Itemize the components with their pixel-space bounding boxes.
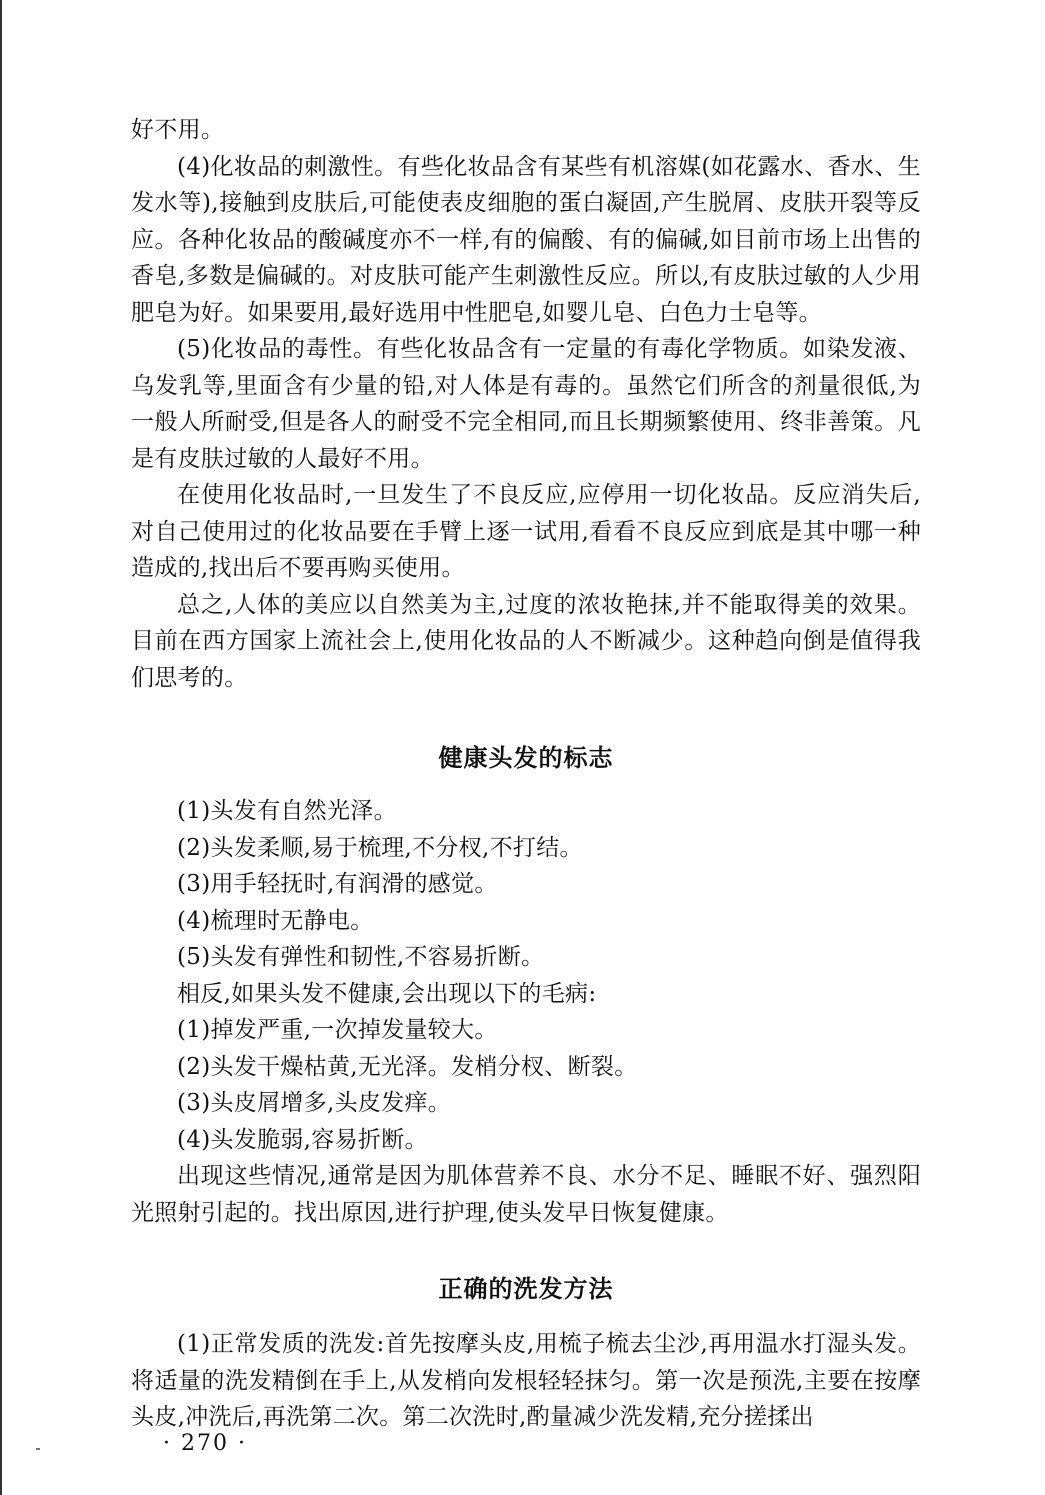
page-edge	[0, 0, 2, 1495]
paragraph-adverse-reaction: 在使用化妆品时,一旦发生了不良反应,应停用一切化妆品。反应消失后,对自己使用过的化妆品要在手臂上逐一试用,看看不良反应到底是其中哪一种造成的,找出后不要再购买使用。	[131, 482, 921, 581]
list-item: (2)头发柔顺,易于梳理,不分杈,不打结。	[177, 834, 583, 861]
list-item: (3)头皮屑增多,头皮发痒。	[177, 1090, 452, 1116]
list-item: (1)掉发严重,一次掉发量较大。	[177, 1017, 498, 1043]
scan-speck	[36, 1448, 40, 1450]
list-intro: 相反,如果头发不健康,会出现以下的毛病:	[177, 980, 597, 1007]
list-item: (5)头发有弹性和韧性,不容易折断。	[177, 944, 545, 970]
paragraph-conclusion: 总之,人体的美应以自然美为主,过度的浓妆艳抹,并不能取得美的效果。目前在西方国家上流社会上,使用化妆品的人不断减少。这种趋向倒是值得我们思考的。	[131, 591, 921, 691]
list-item: (1)头发有自然光泽。	[177, 798, 397, 824]
list-item: (3)用手轻抚时,有润滑的感觉。	[177, 871, 498, 897]
section-title-healthy-hair: 健康头发的标志	[438, 744, 614, 772]
paragraph-toxicity: (5)化妆品的毒性。有些化妆品含有一定量的有毒化学物质。如染发液、乌发乳等,里面含有少量的铅,对人体是有毒的。虽然它们所含的剂量很低,为一般人所耐受,但是各人的耐受不完全相同,而且长期频繁使用、终非善策。凡是有皮肤过敏的人最好不用。	[131, 336, 921, 472]
paragraph-hair-causes: 出现这些情况,通常是因为肌体营养不良、水分不足、睡眠不好、强烈阳光照射引起的。找出原因,进行护理,使头发早日恢复健康。	[131, 1163, 921, 1226]
paragraph-irritation: (4)化妆品的刺激性。有些化妆品含有某些有机溶媒(如花露水、香水、生发水等),接触到皮肤后,可能使表皮细胞的蛋白凝固,产生脱屑、皮肤开裂等反应。各种化妆品的酸碱度亦不一样,有的偏酸、有的偏碱,如目前市场上出售的香皂,多数是偏碱的。对皮肤可能产生刺激性反应。所以,有皮肤过敏的人少用肥皂为好。如果要用,最好选用中性肥皂,如婴儿皂、白色力士皂等。	[131, 153, 921, 326]
list-item: (4)头发脆弱,容易折断。	[177, 1126, 428, 1153]
section-title-washing-method: 正确的洗发方法	[438, 1275, 614, 1303]
page-number: · 270 ·	[163, 1431, 247, 1456]
paragraph-normal-hair-wash: (1)正常发质的洗发:首先按摩头皮,用梳子梳去尘沙,再用温水打湿头发。将适量的洗发精倒在手上,从发梢向发根轻轻抹匀。第一次是预洗,主要在按摩头皮,冲洗后,再洗第二次。第二次洗时,酌量减少洗发精,充分搓揉出	[131, 1331, 921, 1430]
list-item: (2)头发干燥枯黄,无光泽。发梢分杈、断裂。	[177, 1053, 638, 1080]
list-item: (4)梳理时无静电。	[177, 907, 374, 934]
page-body	[131, 112, 921, 1436]
paragraph-continuation: 好不用。	[131, 117, 225, 143]
